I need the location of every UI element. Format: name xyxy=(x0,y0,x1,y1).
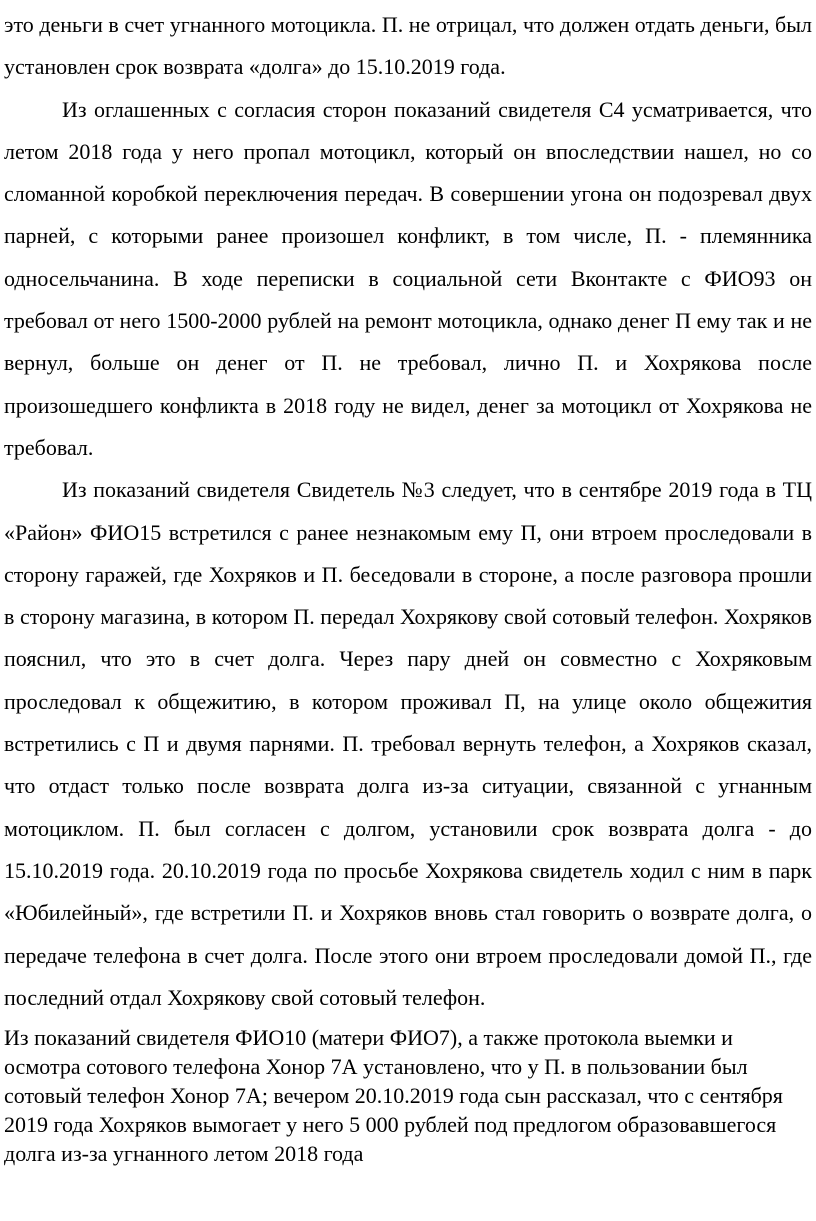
single-spaced-block xyxy=(4,1023,812,1168)
paragraph-witness-c4: Из оглашенных с согласия сторон показаний свидетеля С4 усматривается, что летом 2018 года у него пропал мотоцикл, который он впоследствии нашел, но со сломанной коробкой переключения передач. В совершении угона он подозревал двух парней, с которыми ранее произошел конфликт, в том числе, П. - племянника односельчанина. В ходе переписки в социальной сети Вконтакте с ФИО93 он требовал от него 1500-2000 рублей на ремонт мотоцикла, однако денег П ему так и не вернул, больше он денег от П. не требовал, лично П. и Хохрякова после произошедшего конфликта в 2018 году не видел, денег за мотоцикл от Хохрякова не требовал. xyxy=(4,96,812,460)
double-spaced-block xyxy=(4,4,812,1019)
paragraph-witness-fio10: Из показаний свидетеля ФИО10 (матери ФИО7), а также протокола выемки и осмотра сотового телефона Хонор 7А установлено, что у П. в пользовании был сотовый телефон Хонор 7А; вечером 20.10.2019 года сын рассказал, что с сентября 2019 года Хохряков вымогает у него 5 000 рублей под предлогом образовавшегося долга из-за угнанного летом 2018 года xyxy=(4,1025,783,1167)
paragraph-witness-3: Из показаний свидетеля Свидетель №3 следует, что в сентябре 2019 года в ТЦ «Район» ФИО15 встретился с ранее незнакомым ему П, они втроем проследовали в сторону гаражей, где Хохряков и П. беседовали в стороне, а после разговора прошли в сторону магазина, в котором П. передал Хохрякову свой сотовый телефон. Хохряков пояснил, что это в счет долга. Через пару дней он совместно с Хохряковым проследовал к общежитию, в котором проживал П, на улице около общежития встретились с П и двумя парнями. П. требовал вернуть телефон, а Хохряков сказал, что отдаст только после возврата долга из-за ситуации, связанной с угнанным мотоциклом. П. был согласен с долгом, установили срок возврата долга - до 15.10.2019 года. 20.10.2019 года по просьбе Хохрякова свидетель ходил с ним в парк «Юбилейный», где встретили П. и Хохряков вновь стал говорить о возврате долга, о передаче телефона в счет долга. После этого они втроем проследовали домой П., где последний отдал Хохрякову свой сотовый телефон. xyxy=(4,477,812,1010)
paragraph-continuation: это деньги в счет угнанного мотоцикла. П. не отрицал, что должен отдать деньги, был установлен срок возврата «долга» до 15.10.2019 года. xyxy=(4,12,812,80)
